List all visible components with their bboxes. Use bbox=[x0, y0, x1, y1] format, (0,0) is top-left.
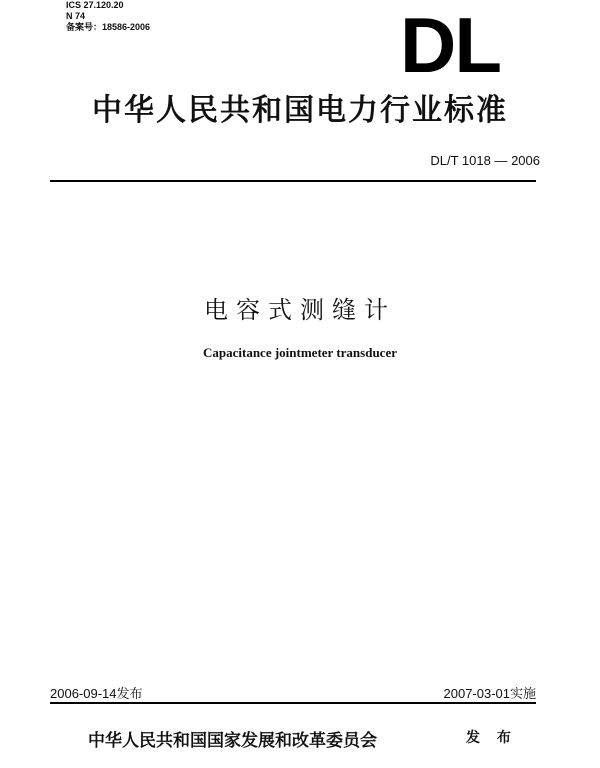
ics-code: ICS 27.120.20 bbox=[66, 0, 124, 10]
issue-date: 2006-09-14发布 bbox=[50, 686, 143, 701]
dl-logo: DL bbox=[400, 1, 500, 89]
standard-code: DL/T 1018 — 2006 bbox=[430, 153, 540, 168]
document-title-cn: 电容式测缝计 bbox=[204, 296, 396, 324]
standard-type-title: 中华人民共和国电力行业标准 bbox=[92, 93, 508, 128]
filing-number: 备案号：18586-2006 bbox=[66, 22, 151, 32]
effective-date: 2007-03-01实施 bbox=[443, 686, 536, 701]
publisher-name: 中华人民共和国国家发展和改革委员会 bbox=[88, 731, 377, 751]
top-divider bbox=[50, 180, 536, 182]
header-meta bbox=[66, 0, 150, 33]
publish-label: 发 布 bbox=[466, 730, 517, 746]
document-title-en: Capacitance jointmeter transducer bbox=[203, 345, 397, 360]
classification-code: N 74 bbox=[66, 11, 86, 21]
bottom-divider bbox=[50, 702, 536, 704]
